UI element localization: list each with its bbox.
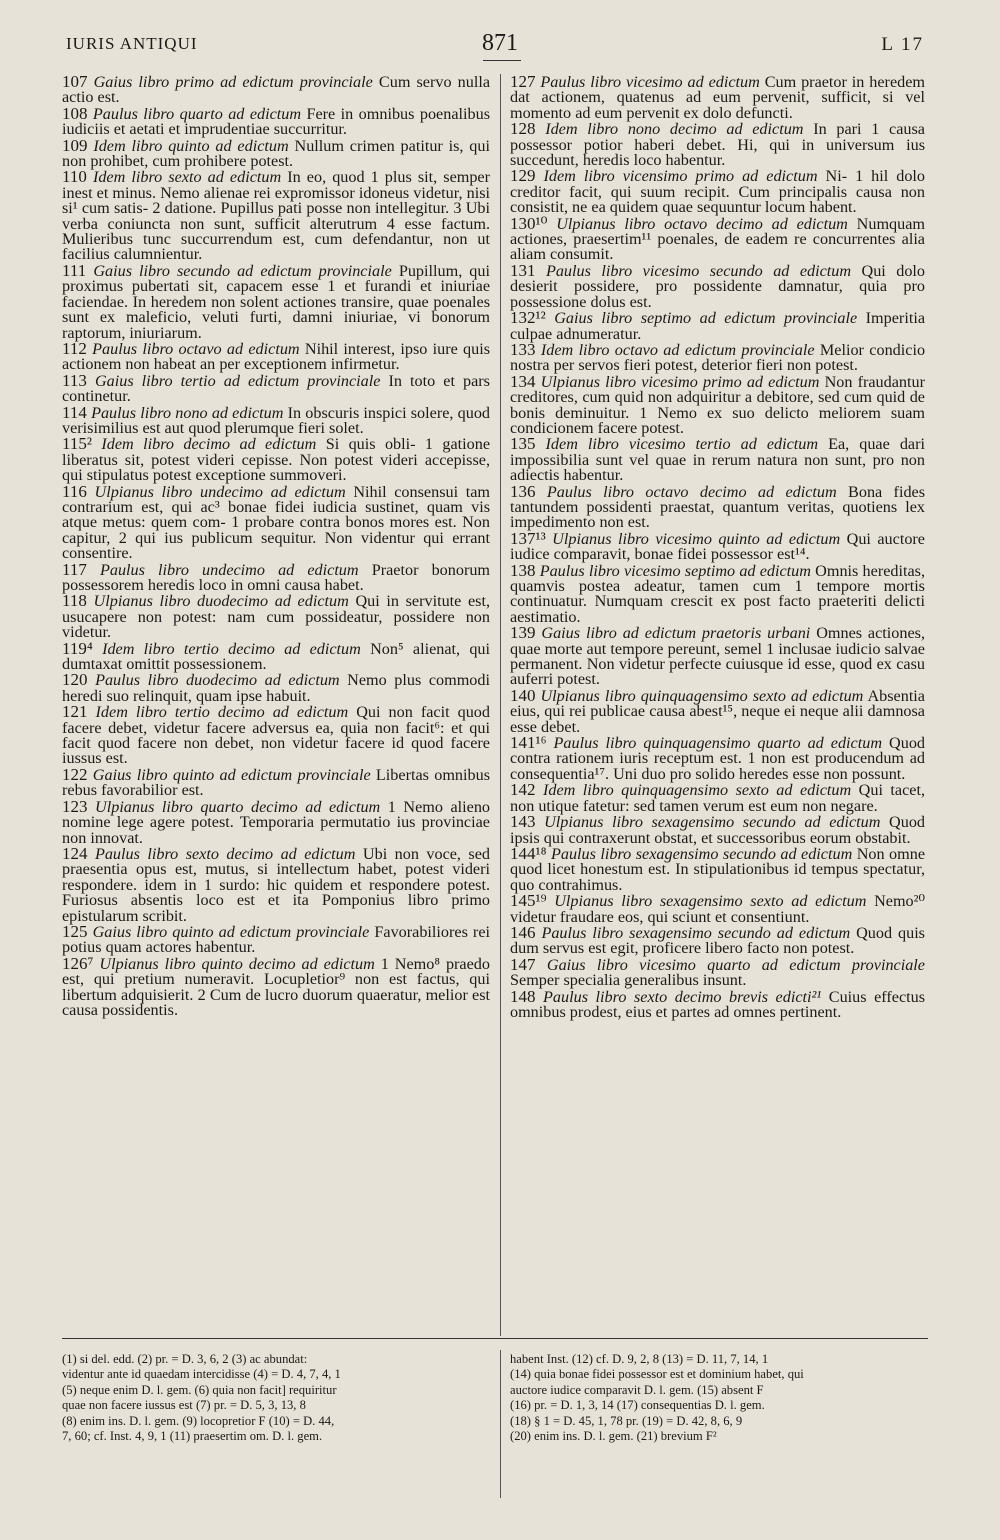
- fragment: [510, 922, 925, 958]
- footnote-line: (16) pr. = D. 1, 3, 14 (17) consequentias D. l. gem.: [510, 1398, 765, 1413]
- fragment: [510, 986, 926, 1021]
- running-head: [0, 30, 1000, 66]
- fragment-source: Idem libro quinquagensimo sexto ad edictum: [542, 781, 852, 800]
- fragment: [62, 481, 490, 563]
- fragment: [62, 74, 490, 106]
- fragment-number: 107: [62, 72, 88, 91]
- fragment-source: Idem libro decimo ad edictum: [101, 435, 317, 454]
- fragment-text: Quod contra rationem iuris receptum est. 1 non est producendum ad consequentia¹⁷. Uni duo pro solido heredes esse non possunt.: [510, 734, 926, 783]
- fragment-source: Gaius libro septimo ad edictum provinciale: [554, 309, 858, 328]
- fragment: [62, 338, 491, 374]
- fragment-number: 123: [62, 796, 88, 816]
- fragment-text: Omnes actiones, quae morte aut tempore pereunt, semel 1 inclusae iudicio salvae permanent. Non videtur perfecte cuiusque id esse, quod ex casu auferri potest.: [510, 624, 926, 689]
- fragment-number: 146: [510, 922, 536, 942]
- fragment-text: Libertas omnibus rebus favorabilior est.: [62, 765, 490, 800]
- page-number-rule: [483, 60, 521, 61]
- fragment-text: Qui non facit quod facere debet, videtur facere adversus ea, quia non facit⁶: et qui facit quod facere non debet, non videtur facere id quod facere iussus est.: [62, 703, 490, 768]
- fragment-number: 143: [510, 812, 536, 832]
- fragment-source: Paulus libro sexagensimo secundo ad edictum: [550, 844, 853, 863]
- fragment-source: Ulpianus libro undecimo ad edictum: [94, 482, 346, 501]
- fragment: [62, 764, 490, 800]
- fragment-text: Nullum crimen patitur is, qui non prohibet, cum prohibere potest.: [62, 136, 490, 171]
- fragment-number: 144¹⁸: [510, 843, 547, 863]
- fragment-number: 139: [510, 623, 536, 643]
- fragment-source: Paulus libro vicesimo ad edictum: [540, 73, 760, 91]
- fragment: [510, 339, 926, 375]
- fragment-number: 130¹⁰: [510, 213, 548, 233]
- fragment: [510, 260, 926, 311]
- fragment-number: 111: [62, 260, 87, 280]
- fragment-text: Numquam actiones, praesertim¹¹ poenales, de eadem re concurrentes alia aliam consumit.: [510, 214, 926, 264]
- fragment-text: Ea, quae dari impossibilia sunt vel quae in rerum natura non sunt, pro non adiectis habentur.: [510, 435, 925, 485]
- fragment-source: Paulus libro vicesimo secundo ad edictum: [545, 261, 852, 280]
- fragment-number: 119⁴: [62, 638, 93, 658]
- fragment-source: Paulus libro quinquagensimo quarto ad edictum: [553, 734, 883, 753]
- fragment: [510, 310, 925, 342]
- fragment-number: 122: [62, 764, 88, 784]
- footnote-line: videntur ante id quaedam intercidisse (4) = D. 4, 7, 4, 1: [62, 1367, 341, 1382]
- fragment: [510, 560, 926, 626]
- footnote-line: quae non facere iussus est (7) pr. = D. 5, 3, 13, 8: [62, 1398, 306, 1413]
- fragment-text: Non omne quod licet honestum est. In stipulationibus id tempus spectatur, quo contrahimus.: [510, 844, 926, 894]
- fragment-text: Favorabiliores rei potius quam actores habentur.: [62, 922, 491, 957]
- page-number: 871: [482, 30, 518, 56]
- fragment: [62, 135, 490, 171]
- fragment-number: 108: [62, 103, 88, 123]
- fragment-number: 129: [510, 166, 536, 186]
- fragment-number: 110: [62, 167, 87, 187]
- fragment: [62, 704, 490, 767]
- fragment-text: Nihil interest, ipso iure quis actionem non habeat an per exceptionem infirmetur.: [62, 339, 491, 374]
- fragment-number: 135: [510, 434, 536, 454]
- footnote-line: (18) § 1 = D. 45, 1, 78 pr. (19) = D. 42, 8, 6, 9: [510, 1413, 743, 1428]
- fragment: [510, 685, 925, 736]
- fragment-number: 145¹⁹: [510, 891, 547, 911]
- fragment-source: Gaius libro vicesimo quarto ad edictum provinciale: [546, 955, 925, 974]
- fragment-number: 148: [510, 986, 536, 1006]
- fragment-text: Si quis obli- 1 gatione liberatus sit, potest videri cepisse. Non potest videri accepisse, qui stipulatus potest exceptione summoveri.: [62, 435, 491, 485]
- footnotes-left: [62, 1352, 490, 1444]
- fragment-source: Paulus libro nono ad edictum: [91, 403, 284, 422]
- fragment-text: 1 Nemo alieno nomine lege agere potest. Temporaria permutatio ius provinciae non innovat.: [62, 797, 491, 847]
- fragment-text: Qui tacet, non utique fatetur: sed tamen verum est eum non negare.: [510, 781, 926, 815]
- fragment-source: Paulus libro vicesimo septimo ad edictum: [539, 561, 811, 580]
- fragment-number: 128: [510, 119, 536, 139]
- fragment-text: Ubi non voce, sed praesentia opus est, mutus, si intellectum habet, potest videri respondere. idem in 1 surdo: hic quidem et respondere potest. Furiosus absentis loco est et ita Pomponius libro primo epistularum scribit.: [62, 844, 491, 925]
- fragment-source: Paulus libro sexto decimo brevis edicti²¹: [543, 987, 822, 1006]
- fragment-source: Idem libro octavo ad edictum provinciale: [540, 340, 815, 359]
- fragment-text: Nemo²⁰ videtur fraudare eos, qui sciunt et consentiunt.: [510, 892, 925, 926]
- column-divider: [500, 74, 501, 1336]
- fragment-text: 1 Nemo⁸ praedo est, qui pretium numeravit. Locupletior⁹ non est factus, qui libertum adquisierit. 2 Cum de lucro duorum quaeratur, melior est causa possidentis.: [62, 954, 490, 1019]
- fragment-text: Absentia eius, qui rei publicae causa abest¹⁵, neque ei neque alii damnosa esse debet.: [510, 686, 925, 736]
- fragment-text: Qui auctore iudice comparavit, bonae fidei possessor est¹⁴.: [510, 529, 925, 564]
- fragment-source: Ulpianus libro duodecimo ad edictum: [93, 592, 349, 611]
- fragment: [510, 782, 925, 814]
- fragment: [62, 370, 490, 406]
- fragment-source: Paulus libro quarto ad edictum: [92, 104, 302, 123]
- fragment: [510, 74, 925, 121]
- fragment-number: 125: [62, 921, 88, 941]
- fragment-source: Idem libro vicensimo primo ad edictum: [543, 167, 818, 186]
- fragment: [62, 103, 490, 139]
- fragment-text: Qui in servitute est, usucapere non potest: nam cum possideatur, possidere non videtur.: [62, 592, 491, 642]
- fragment: [62, 953, 490, 1019]
- fragment-number: 133: [510, 339, 536, 359]
- fragment-number: 126⁷: [62, 953, 94, 973]
- fragment-text: Cum praetor in heredem dat actionem, quatenus ad eum pervenit, sufficit, si vel momento ad eum pervenit ex dolo defuncti.: [510, 73, 925, 122]
- fragment: [62, 169, 490, 262]
- fragment-number: 116: [62, 481, 87, 501]
- fragment-text: Ni- 1 hil dolo creditor facit, qui suum recipit. Cum principalis causa non consistit, ne ea quidem quae sequuntur locum habent.: [510, 167, 926, 217]
- fragment: [510, 843, 926, 894]
- fragment: [510, 954, 925, 990]
- fragment-source: Ulpianus libro sexagensimo sexto ad edictum: [554, 892, 867, 911]
- fragment-number: 138: [510, 560, 536, 580]
- section-label: L 17: [881, 34, 924, 55]
- fragment-number: 134: [510, 371, 536, 391]
- fragment-source: Idem libro nono decimo ad edictum: [545, 120, 804, 139]
- footnote-line: auctore iudice comparavit D. l. gem. (15) absent F: [510, 1382, 764, 1397]
- fragment: [510, 625, 925, 688]
- fragment: [62, 921, 491, 957]
- fragment-source: Gaius libro secundo ad edictum provinciale: [93, 261, 392, 280]
- fragment: [62, 796, 491, 847]
- fragment-source: Gaius libro tertio ad edictum provinciale: [94, 371, 381, 390]
- fragment-number: 140: [510, 685, 536, 705]
- fragment-number: 131: [510, 260, 536, 280]
- fragment-number: 132¹²: [510, 308, 546, 328]
- footnote-line: 7, 60; cf. Inst. 4, 9, 1 (11) praesertim om. D. l. gem.: [62, 1429, 323, 1444]
- fragment: [510, 121, 925, 168]
- fragment-number: 147: [510, 954, 536, 974]
- fragment-number: 120: [62, 670, 88, 690]
- fragment: [62, 638, 491, 674]
- fragment-number: 114: [62, 402, 87, 422]
- fragment-source: Ulpianus libro octavo decimo ad edictum: [556, 214, 848, 233]
- right-column: [510, 74, 925, 1020]
- footnote-separator: [62, 1338, 928, 1339]
- fragment: [510, 371, 926, 437]
- fragment-source: Gaius libro primo ad edictum provinciale: [93, 73, 373, 91]
- fragment-text: Semper specialia generalibus insunt.: [510, 971, 747, 990]
- fragment-text: In pari 1 causa possessor potior haberi debet. Hi, qui in universum ius succedunt, heredis loco habentur.: [510, 120, 925, 170]
- fragment-number: 141¹⁶: [510, 733, 547, 753]
- fragment-source: Ulpianus libro vicesimo primo ad edictum: [540, 372, 820, 391]
- fragment-number: 118: [62, 591, 87, 611]
- fragment-number: 117: [62, 559, 87, 579]
- fragment-text: Melior condicio nostra per servos fieri potest, deterior fieri non potest.: [510, 340, 926, 375]
- fragment-number: 124: [62, 843, 88, 863]
- fragment: [510, 213, 926, 264]
- fragment: [62, 436, 490, 483]
- fragment-source: Idem libro tertio decimo ad edictum: [95, 703, 349, 722]
- fragment-source: Idem libro quinto ad edictum: [93, 136, 289, 155]
- fragment: [510, 168, 925, 215]
- fragment: [62, 402, 491, 437]
- fragment-source: Ulpianus libro quarto decimo ad edictum: [95, 797, 381, 816]
- footnote-line: (14) quia bonae fidei possessor est et dominium habet, qui: [510, 1367, 804, 1382]
- fragment-text: Nemo plus commodi heredi suo relinquit, quam ipse habuit.: [62, 671, 490, 705]
- footnote-line: (5) neque enim D. l. gem. (6) quia non facit] requiritur: [62, 1382, 337, 1397]
- fragment-number: 137¹³: [510, 528, 546, 548]
- fragment-source: Paulus libro sexagensimo secundo ad edictum: [541, 923, 851, 942]
- fragment-text: Quod ipsis qui contraxerunt obstat, et successoribus eorum obstabit.: [510, 813, 926, 847]
- fragment-text: Nihil consensui tam contrarium est, qui ac³ bonae fidei iudicia sustinet, quam vis atque metus: quem com- 1 probare contra bonos mores est. Non capitur, 2 qui ius publicum sequitur. Non videntur qui errant consentire.: [62, 482, 490, 563]
- fragment-text: Bona fides tantundem possidenti praestat, quantum veritas, quotiens lex impedimento non est.: [510, 482, 926, 532]
- fragment-source: Ulpianus libro sexagensimo secundo ad edictum: [544, 813, 881, 832]
- footnote-line: (1) si del. edd. (2) pr. = D. 3, 6, 2 (3) ac abundat:: [62, 1352, 308, 1366]
- fragment-source: Gaius libro ad edictum praetoris urbani: [541, 624, 811, 643]
- fragment-text: Pupillum, qui proximus pubertati sit, capacem esse 1 et furandi et iniuriae faciendae. In heredem non solent actiones transire, quae poenales sunt ex maleficio, veluti furti, damni iniuriae, vi bonorum raptorum, iniuriarum.: [62, 261, 490, 342]
- fragment-source: Idem libro sexto ad edictum: [92, 168, 282, 187]
- fragment: [62, 672, 490, 704]
- fragment-source: Paulus libro undecimo ad edictum: [99, 560, 359, 579]
- fragment: [62, 843, 491, 925]
- fragment-source: Ulpianus libro vicesimo quinto ad edictum: [552, 529, 841, 548]
- fragment-text: Non⁵ alienat, qui dumtaxat omittit possessionem.: [62, 639, 491, 674]
- fragment-source: Paulus libro sexto decimo ad edictum: [94, 844, 356, 863]
- running-head-title: IURIS ANTIQUI: [66, 34, 198, 53]
- footnotes-right: [510, 1352, 925, 1444]
- footnote-column-divider: [500, 1350, 501, 1498]
- fragment-source: Gaius libro quinto ad edictum provinciale: [92, 765, 371, 784]
- fragment-source: Idem libro tertio decimo ad edictum: [102, 639, 361, 658]
- fragment-number: 142: [510, 780, 536, 800]
- fragment-source: Gaius libro quinto ad edictum provinciale: [92, 922, 370, 941]
- fragment-text: Imperitia culpae adnumeratur.: [510, 309, 925, 343]
- fragment-source: Ulpianus libro quinto decimo ad edictum: [99, 954, 375, 973]
- fragment-source: Ulpianus libro quinquagensimo sexto ad edictum: [540, 686, 864, 705]
- fragment-text: Quod quis dum servus est egit, proficere libero facto non potest.: [510, 923, 925, 958]
- fragment: [510, 735, 925, 782]
- fragment-source: Paulus libro octavo decimo ad edictum: [546, 482, 837, 501]
- fragment-number: 113: [62, 370, 87, 390]
- fragment-text: In toto et pars continetur.: [62, 371, 490, 406]
- fragment: [510, 814, 925, 846]
- fragment-text: Praetor bonorum possessorem heredis loco in omni causa habet.: [62, 560, 491, 594]
- fragment: [510, 481, 926, 532]
- fragment-text: Non fraudantur creditores, cum quid non adquiritur a debitore, sed cum quid de bonis deminuitur. 1 Nemo ex suo delicto meliorem suam condicionem facere potest.: [510, 372, 926, 437]
- fragment: [510, 893, 925, 925]
- fragment-number: 109: [62, 135, 88, 155]
- fragment: [510, 528, 925, 564]
- footnote-line: (20) enim ins. D. l. gem. (21) brevium F²: [510, 1429, 717, 1444]
- fragment-text: Cum servo nulla actio est.: [62, 73, 491, 107]
- fragment: [510, 436, 925, 483]
- fragment-source: Paulus libro duodecimo ad edictum: [95, 671, 340, 690]
- left-column: [62, 74, 490, 1018]
- fragment-text: Omnis hereditas, quamvis postea adeatur, tamen cum 1 tempore mortis continuatur. Numquam crescit ex post facto praeteriti delicti aestimatio.: [510, 561, 926, 626]
- fragment-text: Fere in omnibus poenalibus iudiciis et aetati et imprudentiae succurritur.: [62, 104, 490, 139]
- fragment: [62, 559, 491, 594]
- footnote-line: habent Inst. (12) cf. D. 9, 2, 8 (13) = D. 11, 7, 14, 1: [510, 1352, 769, 1366]
- fragment-number: 121: [62, 702, 88, 722]
- fragment-text: In eo, quod 1 plus sit, semper inest et minus. Nemo alienae rei expromissor idoneus videtur, nisi si¹ cum satis- 2 datione. Pupillus pati posse non intellegitur. 3 Ubi verba coniuncta non sunt, sufficit alterutrum 4 esse factum. Mulieribus tunc succurrendum est, cum defendantur, non ut facilius calumnientur.: [62, 168, 491, 264]
- footnote-line: (8) enim ins. D. l. gem. (9) locopretior F (10) = D. 44,: [62, 1413, 335, 1428]
- fragment-number: 136: [510, 481, 536, 501]
- fragment-text: In obscuris inspici solere, quod verisimilius est aut quod plerumque fieri solet.: [62, 403, 491, 437]
- fragment-source: Idem libro vicesimo tertio ad edictum: [545, 435, 819, 454]
- fragment-text: Cuius effectus omnibus prodest, eius et partes ad omnes pertinent.: [510, 987, 926, 1021]
- fragment: [62, 260, 490, 342]
- fragment-text: Qui dolo desierit possidere, pro possidente damnatur, quia pro possessione dolus est.: [510, 261, 926, 311]
- fragment: [62, 593, 490, 640]
- fragment-number: 127: [510, 72, 536, 91]
- fragment-source: Paulus libro octavo ad edictum: [92, 339, 300, 358]
- fragment-number: 112: [62, 338, 87, 358]
- fragment-number: 115²: [62, 434, 92, 454]
